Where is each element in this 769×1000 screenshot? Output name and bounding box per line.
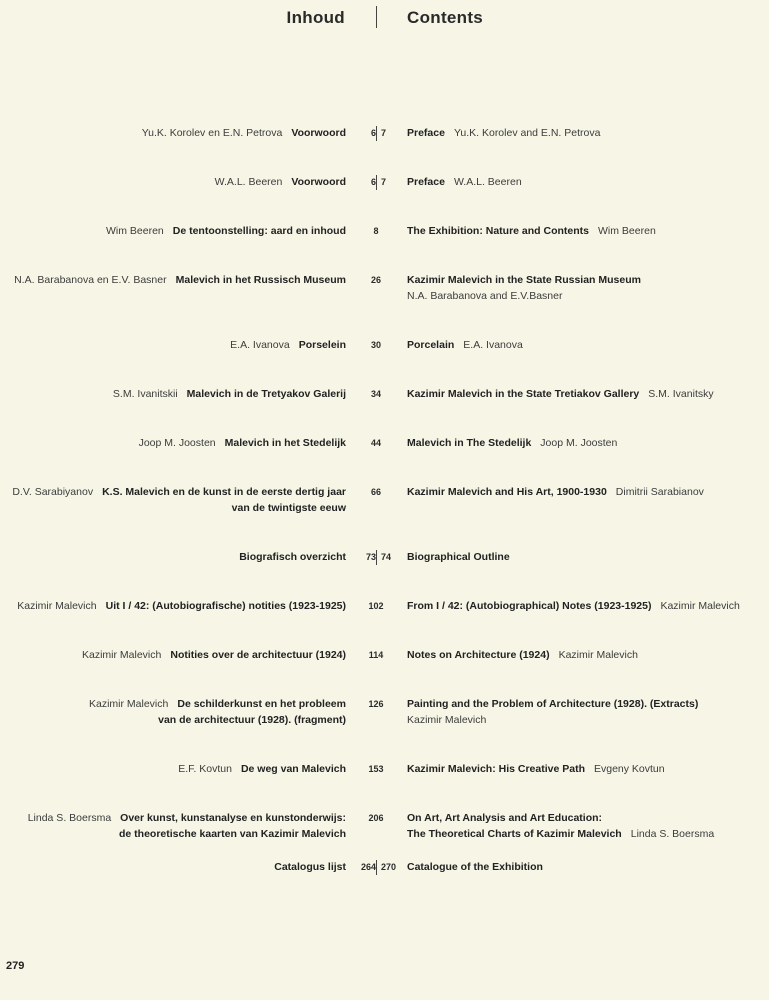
title-nl: Voorwoord (291, 127, 346, 139)
toc-english (407, 337, 752, 353)
page-number: 206 (368, 813, 384, 823)
toc-dutch (0, 272, 346, 288)
toc-dutch (0, 549, 346, 565)
page-nl: 6 (370, 177, 376, 187)
title-nl-line2: van de twintigste eeuw (231, 502, 346, 514)
toc-english (407, 435, 752, 451)
toc-english (407, 549, 752, 565)
page-nl: 73 (365, 552, 376, 562)
author-nl: E.F. Kovtun (178, 763, 232, 775)
page-en: 7 (381, 128, 387, 138)
page-number: 26 (370, 275, 381, 285)
title-en: Preface (407, 176, 445, 188)
toc-dutch (0, 125, 346, 141)
page-divider (376, 175, 377, 190)
toc-english (407, 386, 752, 402)
toc-english (407, 647, 752, 663)
toc-english (407, 810, 752, 842)
title-nl: Porselein (298, 339, 346, 351)
toc-dutch (0, 696, 346, 728)
page-number: 8 (373, 226, 379, 236)
title-en: Notes on Architecture (1924) (407, 649, 550, 661)
author-nl: S.M. Ivanitskii (112, 388, 178, 400)
author-nl: E.A. Ivanova (230, 339, 290, 351)
author-nl: Kazimir Malevich (89, 698, 169, 710)
toc-english (407, 272, 752, 304)
page-nl: 6 (370, 128, 376, 138)
toc-dutch (0, 647, 346, 663)
page-number: 66 (370, 487, 381, 497)
page-number: 114 (368, 650, 384, 660)
author-en: E.A. Ivanova (463, 339, 523, 351)
title-en: Kazimir Malevich in the State Russian Museum (407, 274, 641, 286)
toc-english (407, 859, 752, 875)
contents-heading-english: Contents (407, 8, 484, 27)
author-nl: W.A.L. Beeren (214, 176, 283, 188)
toc-english (407, 484, 752, 500)
page-number: 30 (370, 340, 381, 350)
page-number: 153 (368, 764, 384, 774)
author-en: N.A. Barabanova and E.V.Basner (407, 290, 563, 302)
author-en: Dimitrii Sarabianov (615, 486, 704, 498)
page-en: 270 (381, 862, 397, 872)
toc-english (407, 761, 752, 777)
author-nl: Linda S. Boersma (27, 812, 112, 824)
author-en: Evgeny Kovtun (593, 763, 665, 775)
title-nl: De tentoonstelling: aard en inhoud (172, 225, 346, 237)
title-en: Painting and the Problem of Architecture (1928). (Extracts) (407, 698, 699, 710)
heading-divider (376, 6, 377, 28)
title-nl: Malevich in het Russisch Museum (175, 274, 346, 286)
contents-heading-dutch: Inhoud (286, 8, 345, 27)
title-nl: Malevich in de Tretyakov Galerij (186, 388, 346, 400)
title-en: From I / 42: (Autobiographical) Notes (1923-1925) (407, 600, 652, 612)
title-en: On Art, Art Analysis and Art Education: (407, 812, 603, 824)
page-number: 102 (368, 601, 384, 611)
title-nl: Biografisch overzicht (239, 551, 346, 563)
toc-dutch (0, 761, 346, 777)
page-number: 126 (368, 699, 384, 709)
page-en: 74 (381, 552, 392, 562)
toc-dutch (0, 337, 346, 353)
author-en: Kazimir Malevich (407, 714, 487, 726)
toc-english (407, 125, 752, 141)
title-en: Biographical Outline (407, 551, 510, 563)
title-en: Porcelain (407, 339, 455, 351)
title-nl: De weg van Malevich (240, 763, 346, 775)
page-number: 44 (370, 438, 381, 448)
author-nl: Yu.K. Korolev en E.N. Petrova (141, 127, 283, 139)
title-nl: Uit I / 42: (Autobiografische) notities (1923-1925) (105, 600, 346, 612)
toc-dutch (0, 484, 346, 516)
toc-dutch (0, 174, 346, 190)
author-en: Joop M. Joosten (540, 437, 618, 449)
toc-english (407, 223, 752, 239)
author-nl: Kazimir Malevich (82, 649, 162, 661)
title-en: Kazimir Malevich and His Art, 1900-1930 (407, 486, 607, 498)
title-en: Malevich in The Stedelijk (407, 437, 532, 449)
page-folio: 279 (6, 960, 25, 972)
author-nl: D.V. Sarabiyanov (12, 486, 94, 498)
toc-english (407, 696, 752, 728)
title-nl-line2: van de architectuur (1928). (fragment) (158, 714, 346, 726)
toc-dutch (0, 223, 346, 239)
page-en: 7 (381, 177, 387, 187)
title-en: The Exhibition: Nature and Contents (407, 225, 590, 237)
toc-dutch (0, 386, 346, 402)
toc-dutch (0, 598, 346, 614)
author-en: Kazimir Malevich (660, 600, 740, 612)
title-nl: Voorwoord (291, 176, 346, 188)
toc-dutch (0, 435, 346, 451)
page-number: 34 (370, 389, 381, 399)
title-en-line2: The Theoretical Charts of Kazimir Malevich (407, 828, 622, 840)
title-nl: Malevich in het Stedelijk (224, 437, 346, 449)
author-nl: Kazimir Malevich (17, 600, 97, 612)
page-nl: 264 (360, 862, 376, 872)
toc-dutch (0, 810, 346, 842)
author-en: Kazimir Malevich (558, 649, 638, 661)
author-nl: Wim Beeren (105, 225, 164, 237)
page-divider (376, 550, 377, 565)
title-nl: Notities over de architectuur (1924) (170, 649, 346, 661)
page-divider (376, 126, 377, 141)
title-nl: Catalogus lijst (274, 861, 346, 873)
title-en: Preface (407, 127, 445, 139)
title-nl: Over kunst, kunstanalyse en kunstonderwijs: (120, 812, 346, 824)
page-divider (376, 860, 377, 875)
title-nl-line2: de theoretische kaarten van Kazimir Malevich (118, 828, 346, 840)
title-en: Kazimir Malevich in the State Tretiakov Gallery (407, 388, 640, 400)
author-nl: Joop M. Joosten (138, 437, 216, 449)
author-nl: N.A. Barabanova en E.V. Basner (14, 274, 167, 286)
title-en: Kazimir Malevich: His Creative Path (407, 763, 585, 775)
toc-english (407, 174, 752, 190)
title-nl: K.S. Malevich en de kunst in de eerste dertig jaar (102, 486, 346, 498)
author-en: W.A.L. Beeren (453, 176, 522, 188)
title-en: Catalogue of the Exhibition (407, 861, 543, 873)
author-en: Linda S. Boersma (630, 828, 715, 840)
author-en: Yu.K. Korolev and E.N. Petrova (453, 127, 601, 139)
title-nl: De schilderkunst en het probleem (177, 698, 346, 710)
toc-english (407, 598, 752, 614)
toc-dutch (0, 859, 346, 875)
author-en: Wim Beeren (598, 225, 656, 237)
author-en: S.M. Ivanitsky (648, 388, 714, 400)
